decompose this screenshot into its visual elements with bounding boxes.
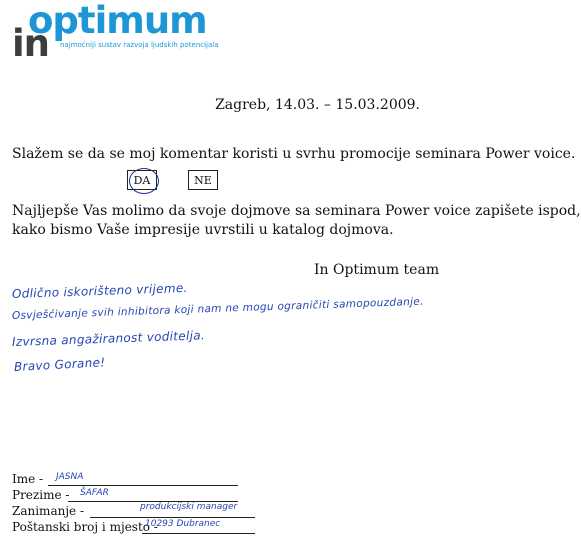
handwritten-comment-line: Osvješćivanje svih inhibitora koji nam ne mogu ograničiti samopouzdanje. bbox=[11, 295, 424, 322]
field-value-prezime[interactable]: ŠAFAR bbox=[80, 488, 109, 498]
logo-in-wordmark: in bbox=[12, 22, 50, 65]
logo-tagline: najmoćniji sustav razvoja ljudskih potencijala bbox=[60, 41, 219, 49]
handwritten-comment-line: Odlično iskorišteno vrijeme. bbox=[11, 280, 188, 301]
field-value-ime[interactable]: JASNA bbox=[56, 472, 84, 482]
field-label-prezime: Prezime - bbox=[12, 488, 70, 502]
field-label-zanimanje: Zanimanje - bbox=[12, 504, 85, 518]
field-label-ime: Ime - bbox=[12, 472, 44, 486]
field-value-postanski[interactable]: 10293 Dubranec bbox=[145, 519, 221, 529]
request-text-line-1: Najljepše Vas molimo da svoje dojmove sa seminara Power voice zapišete ispod, bbox=[12, 203, 581, 219]
team-signature: In Optimum team bbox=[314, 262, 440, 278]
selected-circle-mark bbox=[129, 168, 159, 194]
option-yes-box[interactable]: DA bbox=[127, 170, 157, 190]
field-line-ime bbox=[48, 485, 238, 486]
field-label-postanski: Poštanski broj i mjesto - bbox=[12, 520, 158, 534]
consent-text: Slažem se da se moj komentar koristi u svrhu promocije seminara Power voice. bbox=[12, 146, 576, 162]
request-text-line-2: kako bismo Vaše impresije uvrstili u katalog dojmova. bbox=[12, 222, 394, 238]
logo-optimum-wordmark: optimum bbox=[28, 0, 207, 42]
option-no-box[interactable]: NE bbox=[188, 170, 218, 190]
field-value-zanimanje[interactable]: produkcijski manager bbox=[140, 502, 238, 512]
handwritten-comment-line: Bravo Gorane! bbox=[13, 355, 106, 374]
field-line-zanimanje bbox=[90, 517, 255, 518]
field-line-postanski bbox=[142, 533, 255, 534]
handwritten-comment-line: Izvrsna angažiranost voditelja. bbox=[11, 328, 206, 349]
date-line: Zagreb, 14.03. – 15.03.2009. bbox=[215, 97, 420, 113]
